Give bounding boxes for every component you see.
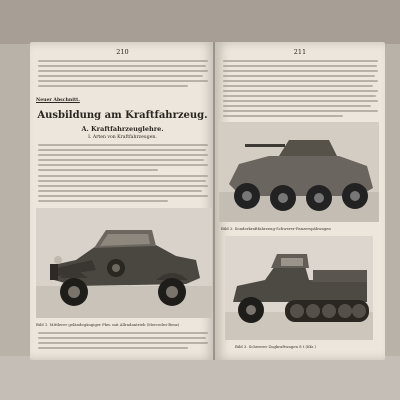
chapter-subtitle: A. Kraftfahrzeuglehre.: [81, 125, 164, 133]
book-background-bottom: [0, 356, 400, 400]
figure-caption: Bild 2. Sonderkraftfahrzeug-Schwerer-Panzerspähwagen: [221, 226, 331, 231]
figure-caption: Bild 1. Mittlerer geländegängiger Pkw. mit Allradantrieb (Mercedes-Benz): [36, 322, 180, 327]
text-line: [223, 60, 378, 62]
text-line: [223, 110, 378, 112]
text-line: [38, 337, 206, 339]
right-page: [215, 42, 385, 360]
text-line: [38, 80, 208, 82]
text-line: [223, 65, 377, 67]
text-line: [38, 185, 208, 187]
text-line: [38, 75, 203, 77]
text-line: [38, 70, 208, 72]
text-line: [38, 60, 208, 62]
car-illustration: [36, 208, 212, 318]
text-line: [38, 65, 206, 67]
figure-armored-car-photo: [219, 122, 379, 222]
text-line: [38, 347, 188, 349]
figure-caption: Bild 3. Schwerer Zugkraftwagen 8 t (Kfz.): [235, 344, 316, 349]
text-line: [38, 144, 208, 146]
book-background-top: [0, 0, 400, 44]
text-line: [223, 75, 375, 77]
text-line: [223, 80, 378, 82]
figure-halftrack-photo: [225, 236, 373, 340]
text-line: [38, 190, 202, 192]
text-line: [38, 164, 208, 166]
text-line: [223, 85, 373, 87]
text-line: [223, 100, 378, 102]
halftrack-illustration: [225, 236, 373, 340]
armored-car-illustration: [219, 122, 379, 222]
text-line: [38, 200, 168, 202]
text-line: [38, 342, 208, 344]
text-line: [38, 332, 208, 334]
text-line: [38, 175, 208, 177]
text-line: [38, 159, 204, 161]
section-marker: Neuer Abschnitt.: [36, 98, 80, 103]
text-line: [38, 195, 208, 197]
page-number: 211: [293, 48, 307, 56]
text-line: [38, 85, 188, 87]
text-line: [223, 70, 378, 72]
chapter-title: Ausbildung am Kraftfahrzeug.: [37, 110, 208, 121]
figure-car-photo: [36, 208, 212, 318]
text-line: [38, 180, 206, 182]
section-heading: I. Arten von Kraftfahrzeugen.: [88, 135, 157, 140]
text-line: [38, 154, 208, 156]
left-page: [30, 42, 215, 360]
text-line: [38, 149, 206, 151]
text-line: [223, 105, 371, 107]
text-line: [223, 115, 343, 117]
page-number: 210: [116, 48, 129, 56]
text-line: [223, 95, 376, 97]
text-line: [223, 90, 378, 92]
text-line: [38, 169, 158, 171]
